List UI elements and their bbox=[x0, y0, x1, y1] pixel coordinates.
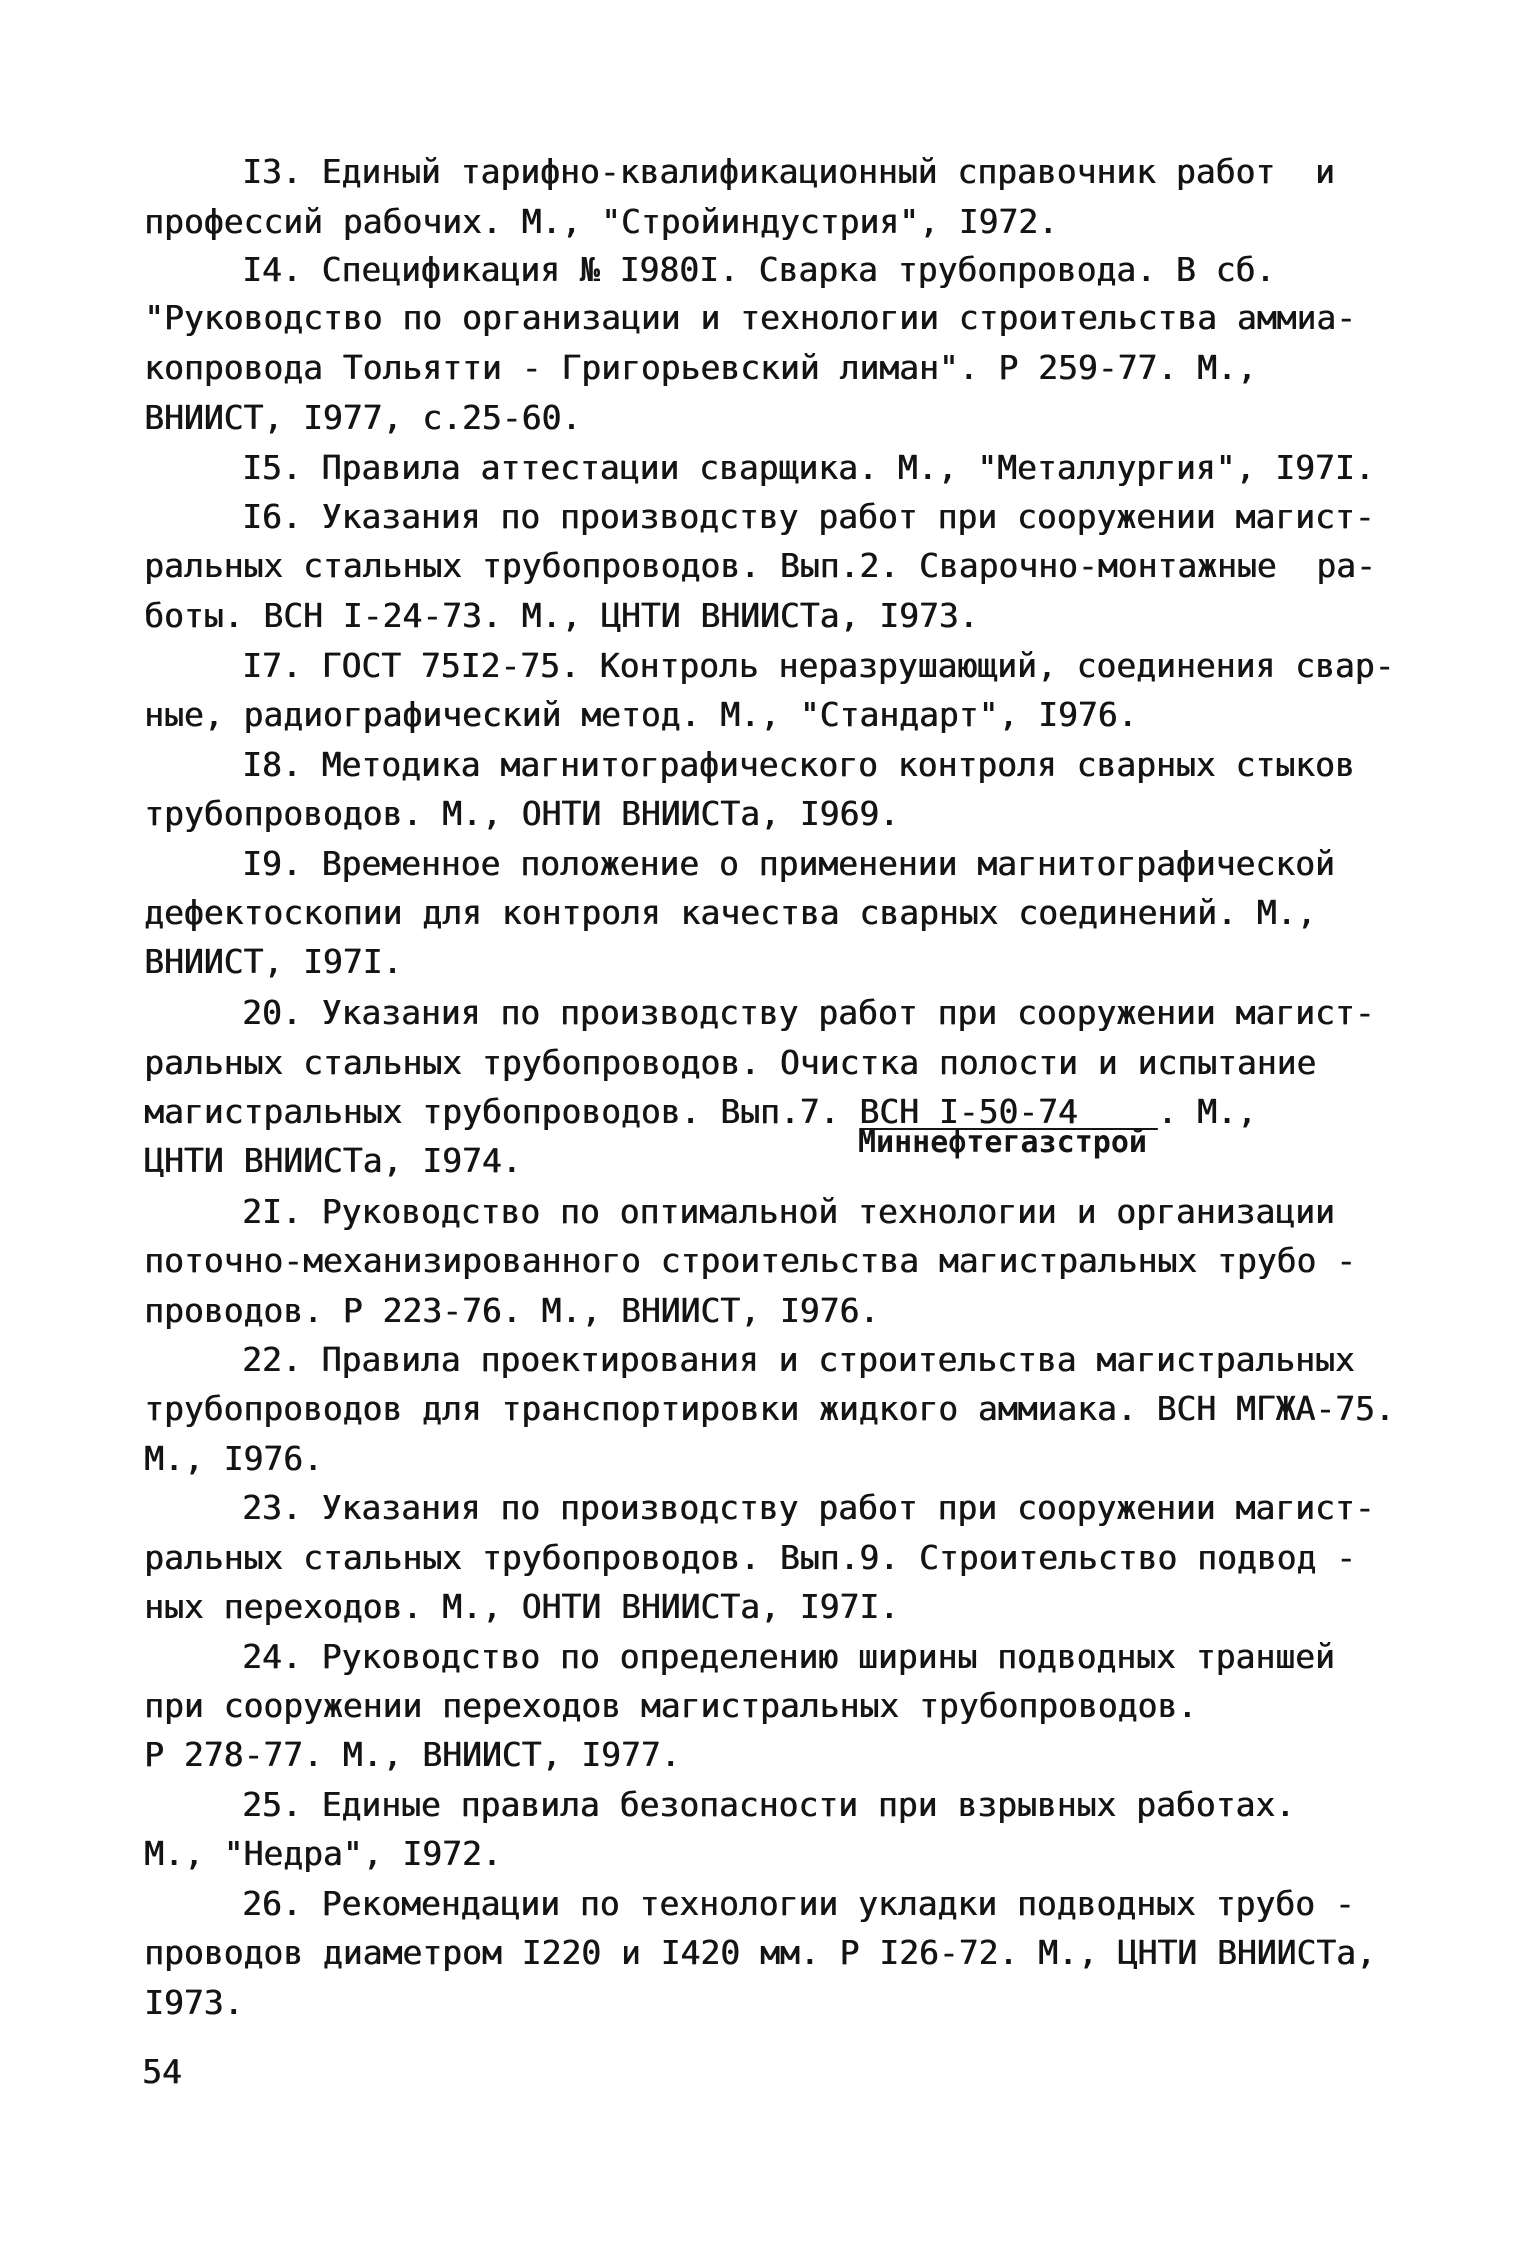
reference-22-line-1: 22. Правила проектирования и строительства магистральных bbox=[242, 1340, 1355, 1379]
reference-22-line-3: М., I976. bbox=[144, 1439, 323, 1478]
reference-19-line-1: I9. Временное положение о применении магнитографической bbox=[242, 844, 1335, 883]
reference-14-line-3: копровода Тольятти - Григорьевский лиман". Р 259-77. М., bbox=[144, 348, 1257, 387]
reference-23-line-2: ральных стальных трубопроводов. Вып.9. Строительство подвод - bbox=[144, 1538, 1356, 1577]
reference-20-code: ВСН I-50-74 bbox=[859, 1092, 1158, 1131]
reference-19-line-3: ВНИИСТ, I97I. bbox=[144, 942, 403, 981]
reference-22-line-2: трубопроводов для транспортировки жидкого аммиака. ВСН МГЖА-75. bbox=[144, 1389, 1395, 1428]
reference-19-line-2: дефектоскопии для контроля качества сварных соединений. М., bbox=[144, 893, 1317, 932]
reference-20-ministry: Миннефтегазстрой bbox=[858, 1125, 1147, 1160]
reference-20-line-1: 20. Указания по производству работ при сооружении магист- bbox=[242, 993, 1375, 1032]
reference-25-line-1: 25. Единые правила безопасности при взрывных работах. bbox=[242, 1785, 1295, 1824]
reference-14-line-4: ВНИИСТ, I977, с.25-60. bbox=[144, 398, 582, 437]
reference-20-text: магистральных трубопроводов. Вып.7. bbox=[144, 1092, 840, 1131]
reference-26-line-3: I973. bbox=[144, 1983, 244, 2022]
reference-17-line-2: ные, радиографический метод. М., "Стандарт", I976. bbox=[144, 695, 1138, 734]
reference-23-line-1: 23. Указания по производству работ при сооружении магист- bbox=[242, 1488, 1375, 1527]
reference-24-line-3: Р 278-77. М., ВНИИСТ, I977. bbox=[144, 1735, 681, 1774]
reference-24-line-2: при сооружении переходов магистральных трубопроводов. bbox=[144, 1686, 1197, 1725]
reference-18-line-2: трубопроводов. М., ОНТИ ВНИИСТа, I969. bbox=[144, 794, 899, 833]
reference-24-line-1: 24. Руководство по определению ширины подводных траншей bbox=[242, 1637, 1335, 1676]
reference-21-line-3: проводов. Р 223-76. М., ВНИИСТ, I976. bbox=[144, 1291, 880, 1330]
reference-20-line-4: ЦНТИ ВНИИСТа, I974. bbox=[144, 1141, 522, 1180]
reference-13-line-2: профессий рабочих. М., "Стройиндустрия", I972. bbox=[144, 202, 1058, 241]
reference-16-line-2: ральных стальных трубопроводов. Вып.2. Сварочно-монтажные ра- bbox=[144, 546, 1376, 585]
reference-26-line-2: проводов диаметром I220 и I420 мм. Р I26-72. М., ЦНТИ ВНИИСТа, bbox=[144, 1933, 1376, 1972]
page-number: 54 bbox=[142, 2052, 182, 2091]
reference-15-line-1: I5. Правила аттестации сварщика. М., "Металлургия", I97I. bbox=[242, 448, 1375, 487]
reference-18-line-1: I8. Методика магнитографического контроля сварных стыков bbox=[242, 745, 1355, 784]
reference-14-line-2: "Руководство по организации и технологии строительства аммиа- bbox=[144, 298, 1356, 337]
reference-14-line-1: I4. Спецификация № I980I. Сварка трубопровода. В сб. bbox=[242, 250, 1276, 289]
reference-23-line-3: ных переходов. М., ОНТИ ВНИИСТа, I97I. bbox=[144, 1587, 899, 1626]
reference-26-line-1: 26. Рекомендации по технологии укладки подводных трубо - bbox=[242, 1884, 1355, 1923]
reference-16-line-1: I6. Указания по производству работ при сооружении магист- bbox=[242, 497, 1375, 536]
reference-16-line-3: боты. ВСН I-24-73. М., ЦНТИ ВНИИСТа, I973. bbox=[144, 596, 979, 635]
reference-20-code-tail: . М., bbox=[1157, 1092, 1257, 1131]
reference-17-line-1: I7. ГОСТ 75I2-75. Контроль неразрушающий, соединения свар- bbox=[242, 646, 1395, 685]
reference-21-line-1: 2I. Руководство по оптимальной технологии и организации bbox=[242, 1192, 1335, 1231]
reference-25-line-2: М., "Недра", I972. bbox=[144, 1834, 502, 1873]
reference-13-line-1: I3. Единый тарифно-квалификационный справочник работ и bbox=[242, 152, 1335, 191]
reference-21-line-2: поточно-механизированного строительства магистральных трубо - bbox=[144, 1241, 1356, 1280]
reference-20-line-2: ральных стальных трубопроводов. Очистка полости и испытание bbox=[144, 1043, 1317, 1082]
